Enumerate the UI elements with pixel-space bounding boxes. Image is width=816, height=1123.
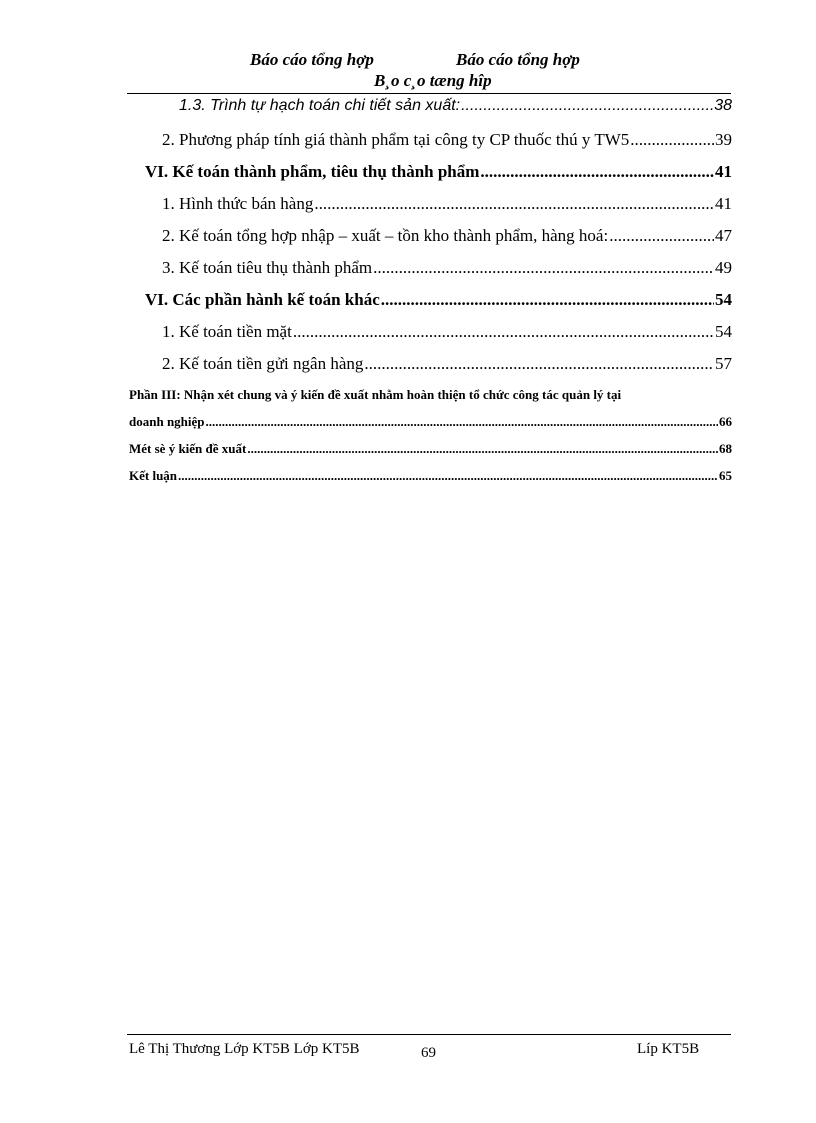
toc-entry-label: 2. Kế toán tổng hợp nhập – xuất – tồn kho thành phẩm, hàng hoá: [162,226,609,245]
toc-dot-leader [609,226,714,246]
toc-dot-leader [206,414,718,430]
toc-entry-page: 65 [719,468,732,483]
toc-dot-leader [461,97,713,115]
toc-entry-page: 49 [715,258,732,277]
footer-author: Lê Thị Thương Lớp KT5B Lớp KT5B [129,1041,360,1057]
toc-dot-leader [314,194,714,214]
footer-page-number: 69 [421,1045,436,1061]
toc-entry-page: 38 [714,97,732,114]
toc-entry-label: 1. Kế toán tiền mặt [162,322,292,341]
toc-dot-leader [381,290,714,310]
header-title-right: Báo cáo tổng hợp [456,50,580,69]
footer-class: Líp KT5B [637,1041,700,1057]
toc-entry[interactable] [162,226,732,246]
toc-entry[interactable] [129,468,732,484]
toc-dot-leader [480,162,714,182]
toc-entry[interactable] [162,354,732,374]
toc-entry-page: 68 [719,441,732,456]
footer-rule [127,1034,731,1035]
toc-dot-leader [364,354,714,374]
toc-entry[interactable] [145,162,732,182]
toc-entry-label: VI. Kế toán thành phẩm, tiêu thụ thành phẩm [145,162,480,181]
toc-entry-page: 47 [715,226,732,245]
toc-entry-page: 41 [715,162,732,181]
toc-entry-page: 41 [715,194,732,213]
toc-entry[interactable] [162,194,732,214]
toc-dot-leader [293,322,714,342]
header-title-garbled: B¸o c¸o tæng hîp [374,71,492,90]
toc-entry[interactable] [162,130,732,150]
toc-entry-label: 1.3. Trình tự hạch toán chi tiết sản xuất: [179,97,461,114]
toc-entry-label: VI. Các phần hành kế toán khác [145,290,380,309]
toc-entry[interactable] [129,441,732,457]
toc-dot-leader [373,258,714,278]
toc-entry[interactable] [145,290,732,310]
toc-entry-label: Kết luận [129,468,178,483]
toc-entry[interactable] [162,322,732,342]
toc-entry-label: doanh nghiệp [129,414,205,429]
toc-dot-leader [178,468,718,484]
toc-entry-label[interactable]: Phần III: Nhận xét chung và ý kiến đề xuất nhằm hoàn thiện tổ chức công tác quản lý tại [129,387,622,402]
toc-entry-label: 1. Hình thức bán hàng [162,194,314,213]
toc-dot-leader [247,441,718,457]
toc-entry[interactable] [129,414,732,430]
toc-entry-page: 66 [719,414,732,429]
toc-entry-label: 3. Kế toán tiêu thụ thành phẩm [162,258,373,277]
toc-entry-label: 2. Phương pháp tính giá thành phẩm tại công ty CP thuốc thú y TW5 [162,130,630,149]
toc-dot-leader [630,130,714,150]
toc-entry-label: Mét sè ý kiến đề xuất [129,441,247,456]
toc-entry-page: 54 [715,290,732,309]
toc-entry[interactable] [179,97,732,115]
header-title-left: Báo cáo tổng hợp [250,50,374,69]
header-rule [127,93,731,94]
toc-entry[interactable] [162,258,732,278]
toc-entry-page: 54 [715,322,732,341]
toc-entry-page: 39 [715,130,732,149]
toc-entry-label: 2. Kế toán tiền gửi ngân hàng [162,354,364,373]
toc-entry-page: 57 [715,354,732,373]
